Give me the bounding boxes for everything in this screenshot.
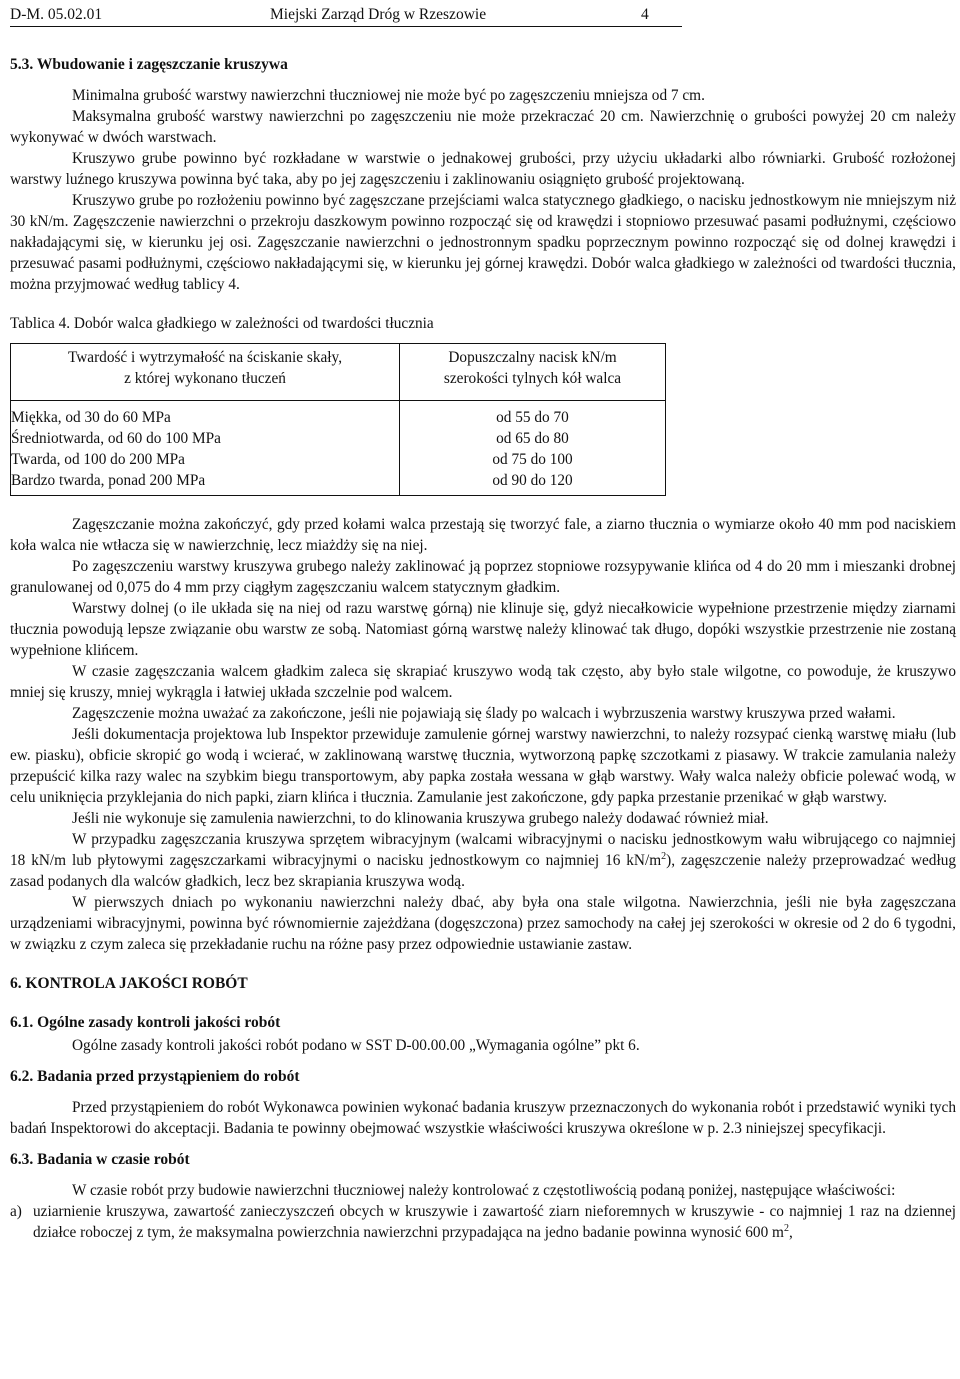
paragraph: Maksymalna grubość warstwy nawierzchni po zagęszczeniu nie może przekraczać 20 cm. Nawierzchnię o grubości powyżej 20 cm należy wykonywać w dwóch warstwach. [10, 108, 956, 146]
paragraph: Kruszywo grube powinno być rozkładane w warstwie o jednakowej grubości, przy użyciu układarki albo równiarki. Grubość rozłożonej warstwy luźnego kruszywa powinna być taka, aby po jej zagęszczeniu i zaklinowaniu osiągnięto grubość projektowaną. [10, 150, 956, 188]
superscript: 2 [661, 850, 667, 862]
table-row-value: od 90 do 120 [492, 472, 573, 489]
section-6-3-heading: 6.3. Badania w czasie robót [10, 1151, 190, 1168]
text: ), zagęszczenie należy przeprowadzać według zasad podanych dla walców gładkich, lecz bez skrapiania kruszywa wodą. [10, 852, 956, 890]
list-item-text [33, 1201, 956, 1243]
header-title: Miejski Zarząd Dróg w Rzeszowie [270, 6, 487, 23]
paragraph: Warstwy dolnej (o ile układa się na niej od razu warstwę górną) nie klinuje się, gdyż niecałkowicie wypełnione przestrzenie między ziarnami tłucznia powodują lepsze związanie obu warstw ze sobą. Natomiast górną warstwę należy klinować tak długo, dopóki wszystkie przestrzenie nie zostaną wypełnione klińcem. [10, 600, 956, 659]
table-row-label: Miękka, od 30 do 60 MPa [11, 409, 171, 426]
document-code: D-M. 05.02.01 [10, 6, 103, 23]
paragraph: Jeśli nie wykonuje się zamulenia nawierzchni, to do klinowania kruszywa grubego należy dodawać również miał. [72, 810, 769, 827]
superscript: 2 [783, 1222, 789, 1234]
paragraph: Po zagęszczeniu warstwy kruszywa grubego należy zaklinować ją poprzez stopniowe rozsypywanie klińca od 4 do 20 mm i mieszanki drobnej granulowanej od 0,075 do 4 mm przy ciągłym zagęszczaniu walcem statycznym gładkim. [10, 558, 956, 596]
header-text: szerokości tylnych kół walca [443, 370, 622, 387]
section-6-1-heading: 6.1. Ogólne zasady kontroli jakości robót [10, 1014, 281, 1031]
paragraph: Ogólne zasady kontroli jakości robót podano w SST D-00.00.00 „Wymagania ogólne” pkt 6. [72, 1037, 640, 1054]
table-header-cell [11, 344, 400, 401]
text: , [788, 1224, 793, 1241]
document-body [10, 54, 956, 1243]
table-row-value: od 65 do 80 [496, 430, 569, 447]
paragraph: Kruszywo grube po rozłożeniu powinno być zagęszczane przejściami walca statycznego gładkiego, o nacisku jednostkowym nie mniejszym niż 30 kN/m. Zagęszczenie nawierzchni o przekroju daszkowym powinno rozpocząć się od krawędzi i stopniowo przesuwać pasami podłużnymi, częściowo nakładającymi się, w kierunku jej osi. Zagęszczanie nawierzchni o jednostronnym spadku poprzecznym powinno rozpocząć się od dolnej krawędzi i przesuwać pasami podłużnymi, częściowo nakładającymi się, w kierunku jej górnej krawędzi. Dobór walca gładkiego w zależności od twardości tłucznia, można przyjmować według tablicy 4. [10, 192, 956, 293]
list-item-label: a) [10, 1203, 22, 1220]
table-4 [10, 343, 666, 496]
paragraph: Jeśli dokumentacja projektowa lub Inspektor przewiduje zamulenie górnej warstwy nawierzchni, to należy rozsypać cienką warstwę miału (lub ew. piasku), obficie skropić go wodą i wcierać, w zaklinowaną warstwę tłucznia, wytworzoną papkę szczotkami z piasawy. W trakcie zamulania należy przepuścić kilka razy walec na szybkim biegu transportowym, aby papka została wessana w głąb warstwy. Wały walca należy obficie polewać wodą, w celu uniknięcia przyklejania do nich papki, ziarn klińca i tłucznia. Zamulanie jest zakończone, gdy papka przestanie przenikać w głąb warstwy. [10, 726, 956, 806]
table-row-label: Twarda, od 100 do 200 MPa [11, 451, 185, 468]
table-cell [400, 401, 666, 496]
section-6-2-heading: 6.2. Badania przed przystąpieniem do robót [10, 1068, 300, 1085]
header-text: Dopuszczalny nacisk kN/m [448, 349, 617, 366]
text: uziarnienie kruszywa, zawartość zanieczyszczeń obcych w kruszywie i zawartość ziarn nieforemnych w kruszywie - co najmniej 1 raz na dziennej działce roboczej z tym, że maksymalna powierzchnia nawierzchni przypadająca na jedno badanie powinna wynosić 600 m [33, 1203, 956, 1241]
table-row-label: Bardzo twarda, ponad 200 MPa [11, 472, 206, 489]
table-header-cell [400, 344, 666, 401]
table-row-value: od 55 do 70 [496, 409, 569, 426]
list-item [10, 1201, 956, 1243]
table-body-row [11, 401, 666, 496]
paragraph: Zagęszczenie można uważać za zakończone, jeśli nie pojawiają się ślady po walcach i wybrzuszenia warstwy kruszywa przed wałami. [72, 705, 896, 722]
table-header-row [11, 344, 666, 401]
header-text: Twardość i wytrzymałość na ściskanie skały, [67, 349, 343, 366]
paragraph: Zagęszczanie można zakończyć, gdy przed kołami walca przestają się tworzyć fale, a ziarno tłucznia o wymiarze około 40 mm pod naciskiem koła walca nie wtłacza się w nawierzchnię, lecz miażdży się na niej. [10, 516, 956, 554]
section-6-heading: 6. KONTROLA JAKOŚCI ROBÓT [10, 975, 248, 992]
table-cell [11, 401, 400, 496]
section-5-3-heading: 5.3. Wbudowanie i zagęszczanie kruszywa [10, 56, 288, 73]
paragraph [10, 829, 956, 892]
paragraph: Minimalna grubość warstwy nawierzchni tłuczniowej nie może być po zagęszczeniu mniejsza od 7 cm. [72, 87, 705, 104]
paragraph: W czasie robót przy budowie nawierzchni tłuczniowej należy kontrolować z częstotliwością podaną poniżej, następujące właściwości: [72, 1182, 896, 1199]
table-row-label: Średniotwarda, od 60 do 100 MPa [11, 430, 221, 447]
table-row-value: od 75 do 100 [492, 451, 573, 468]
page-header [10, 2, 682, 27]
header-text: z której wykonano tłuczeń [124, 370, 286, 387]
text: W przypadku zagęszczania kruszywa sprzętem wibracyjnym (walcami wibracyjnymi o nacisku jednostkowym wału wibrującego co najmniej 18 kN/m lub płytowymi zagęszczarkami wibracyjnymi o nacisku jednostkowym co najmniej 16 kN/m [10, 831, 956, 869]
table-caption: Tablica 4. Dobór walca gładkiego w zależności od twardości tłucznia [10, 315, 434, 332]
paragraph: W pierwszych dniach po wykonaniu nawierzchni należy dbać, aby była ona stale wilgotna. Nawierzchnia, jeśli nie była zagęszczana urządzeniami wibracyjnymi, powinna być równomiernie zajeżdżana (dogęszczona) przez samochody na całej jej szerokości w okresie od 2 do 6 tygodni, w związku z czym zaleca się przekładanie ruchu na różne pasy przez odpowiednie ustawianie zastaw. [10, 894, 956, 953]
page-number: 4 [641, 6, 649, 23]
paragraph: Przed przystąpieniem do robót Wykonawca powinien wykonać badania kruszyw przeznaczonych do wykonania robót i przedstawić wyniki tych badań Inspektorowi do akceptacji. Badania te powinny obejmować wszystkie właściwości kruszywa określone w p. 2.3 niniejszej specyfikacji. [10, 1099, 956, 1137]
paragraph: W czasie zagęszczania walcem gładkim zaleca się skrapiać kruszywo wodą tak często, aby było stale wilgotne, co powoduje, że kruszywo mniej się kruszy, mniej wykrągla i łatwiej układa szczelnie pod walcem. [10, 663, 956, 701]
